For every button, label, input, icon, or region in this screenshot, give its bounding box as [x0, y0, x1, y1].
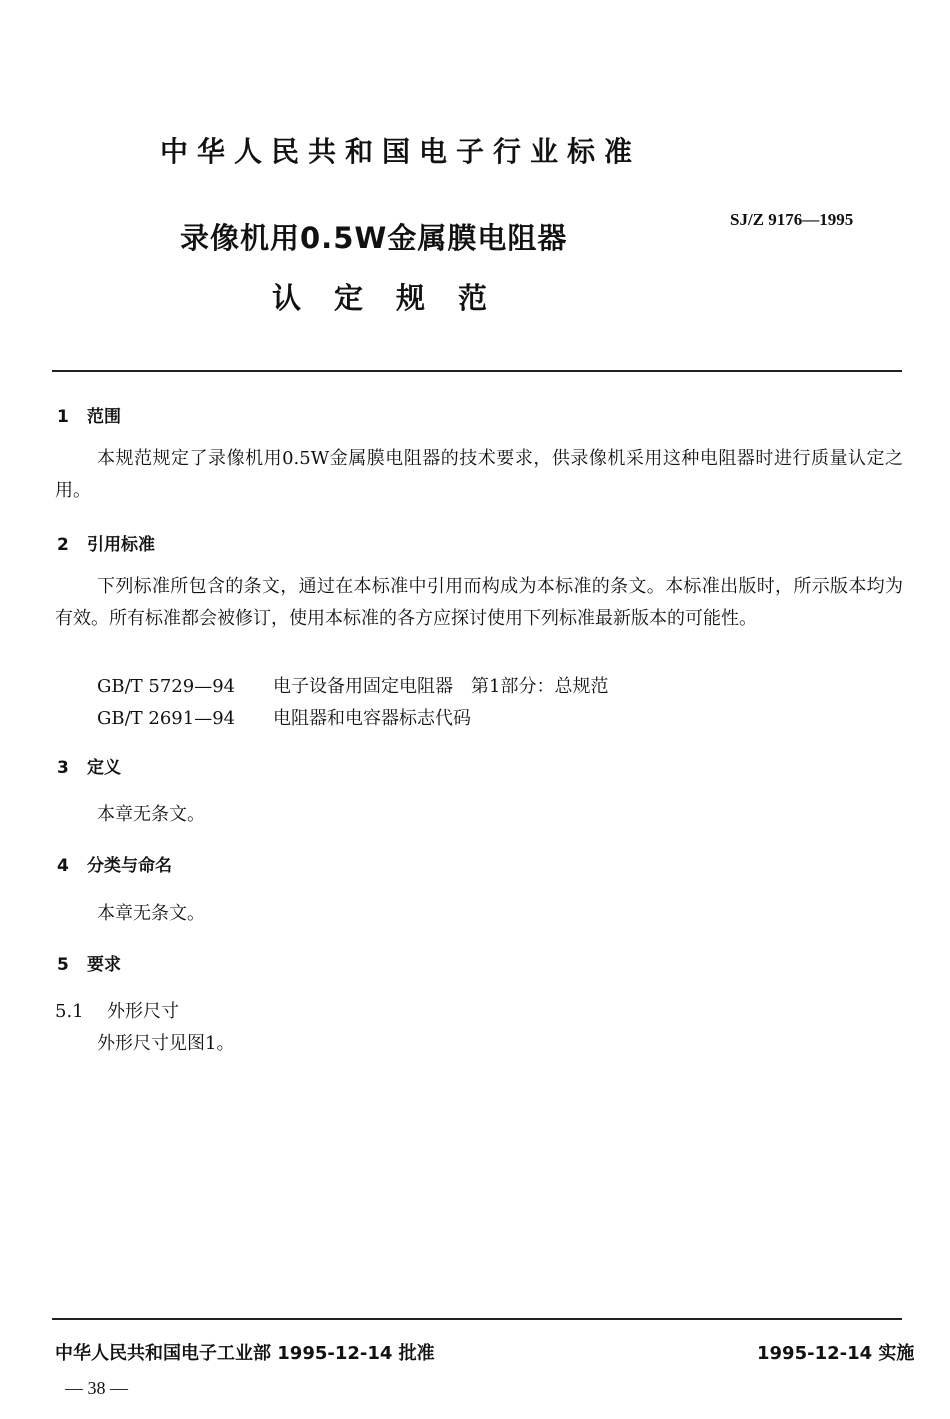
standard-number: SJ/Z 9176—1995	[730, 210, 854, 229]
section-number: 3	[57, 758, 69, 778]
section-4-heading	[57, 851, 172, 876]
reference-code: GB/T 2691—94	[97, 708, 236, 729]
section-number: 4	[57, 856, 69, 876]
section-number: 5	[57, 955, 69, 975]
effective-date: 1995-12-14 实施	[757, 1343, 915, 1364]
subsection-5-1-heading	[55, 997, 179, 1023]
section-title: 范围	[87, 407, 121, 427]
approval-line: 中华人民共和国电子工业部 1995-12-14 批准	[55, 1343, 435, 1364]
section-1-paragraph: 本规范规定了录像机用0.5W金属膜电阻器的技术要求，供录像机采用这种电阻器时进行质量认定之用。	[55, 448, 903, 501]
subsection-title: 外形尺寸	[107, 1001, 179, 1022]
section-4-paragraph: 本章无条文。	[97, 903, 205, 924]
section-number: 2	[57, 535, 69, 555]
section-title: 要求	[87, 955, 121, 975]
document-title: 录像机用0.5W金属膜电阻器	[180, 221, 568, 255]
section-1-heading	[57, 402, 121, 427]
footer-divider	[52, 1318, 902, 1320]
section-5-heading	[57, 950, 121, 975]
section-2-paragraph: 下列标准所包含的条文，通过在本标准中引用而构成为本标准的条文。本标准出版时，所示版本均为有效。所有标准都会被修订，使用本标准的各方应探讨使用下列标准最新版本的可能性。	[55, 576, 903, 629]
header-divider	[52, 370, 902, 372]
page-number: — 38 —	[65, 1378, 128, 1398]
reference-title: 电阻器和电容器标志代码	[273, 708, 471, 729]
reference-item	[97, 672, 608, 698]
section-3-heading	[57, 753, 121, 778]
section-title: 定义	[87, 758, 121, 778]
reference-item	[97, 704, 471, 730]
document-subtitle: 认定规范	[272, 281, 521, 315]
reference-code: GB/T 5729—94	[97, 676, 236, 697]
issuing-organization: 中华人民共和国电子行业标准	[160, 135, 642, 168]
section-2-heading	[57, 530, 155, 555]
subsection-number: 5.1	[55, 1001, 84, 1022]
section-3-paragraph: 本章无条文。	[97, 804, 205, 825]
subsection-5-1-paragraph: 外形尺寸见图1。	[97, 1033, 235, 1054]
section-number: 1	[57, 407, 69, 427]
section-title: 引用标准	[87, 535, 155, 555]
section-title: 分类与命名	[87, 856, 172, 876]
reference-title: 电子设备用固定电阻器 第1部分：总规范	[273, 676, 609, 697]
